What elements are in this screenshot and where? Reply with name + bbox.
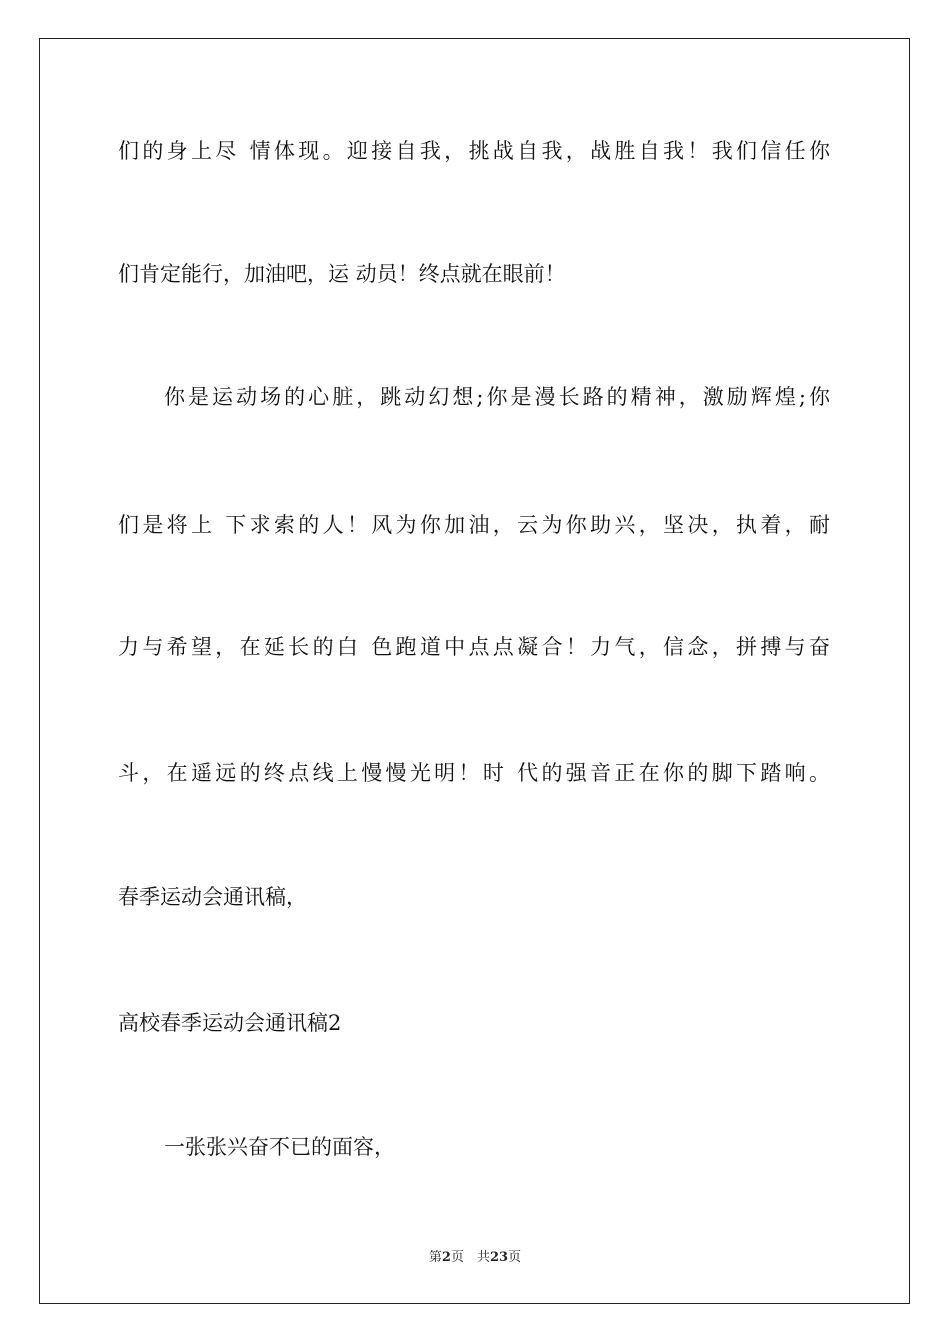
page-footer — [0, 1246, 950, 1265]
footer-middle: 页 共 — [450, 1250, 490, 1265]
body-line-5: 力与希望，在延长的白 色跑道中点点凝合！力气，信念，拼搏与奋 — [118, 635, 830, 659]
body-line-2: 们肯定能行，加油吧，运 动员！终点就在眼前！ — [118, 262, 566, 286]
body-line-7: 春季运动会通讯稿， — [118, 885, 307, 909]
page-border — [39, 38, 910, 1304]
footer-total-pages: 23 — [489, 1250, 509, 1265]
footer-page-number: 2 — [441, 1250, 451, 1265]
body-line-3: 你是运动场的心脏，跳动幻想;你是漫长路的精神，激励辉煌;你 — [164, 385, 830, 409]
footer-prefix: 第 — [428, 1250, 442, 1265]
body-line-9: 一张张兴奋不已的面容， — [164, 1135, 395, 1159]
body-line-4: 们是将上 下求索的人！风为你加油，云为你助兴，坚决，执着，耐 — [118, 513, 830, 537]
body-line-6: 斗，在遥远的终点线上慢慢光明！时 代的强音正在你的脚下踏响。 — [118, 761, 830, 785]
body-line-1: 们的身上尽 情体现。迎接自我，挑战自我，战胜自我！我们信任你 — [118, 139, 830, 163]
section-heading: 高校春季运动会通讯稿2 — [118, 1011, 342, 1035]
footer-suffix: 页 — [508, 1250, 522, 1265]
